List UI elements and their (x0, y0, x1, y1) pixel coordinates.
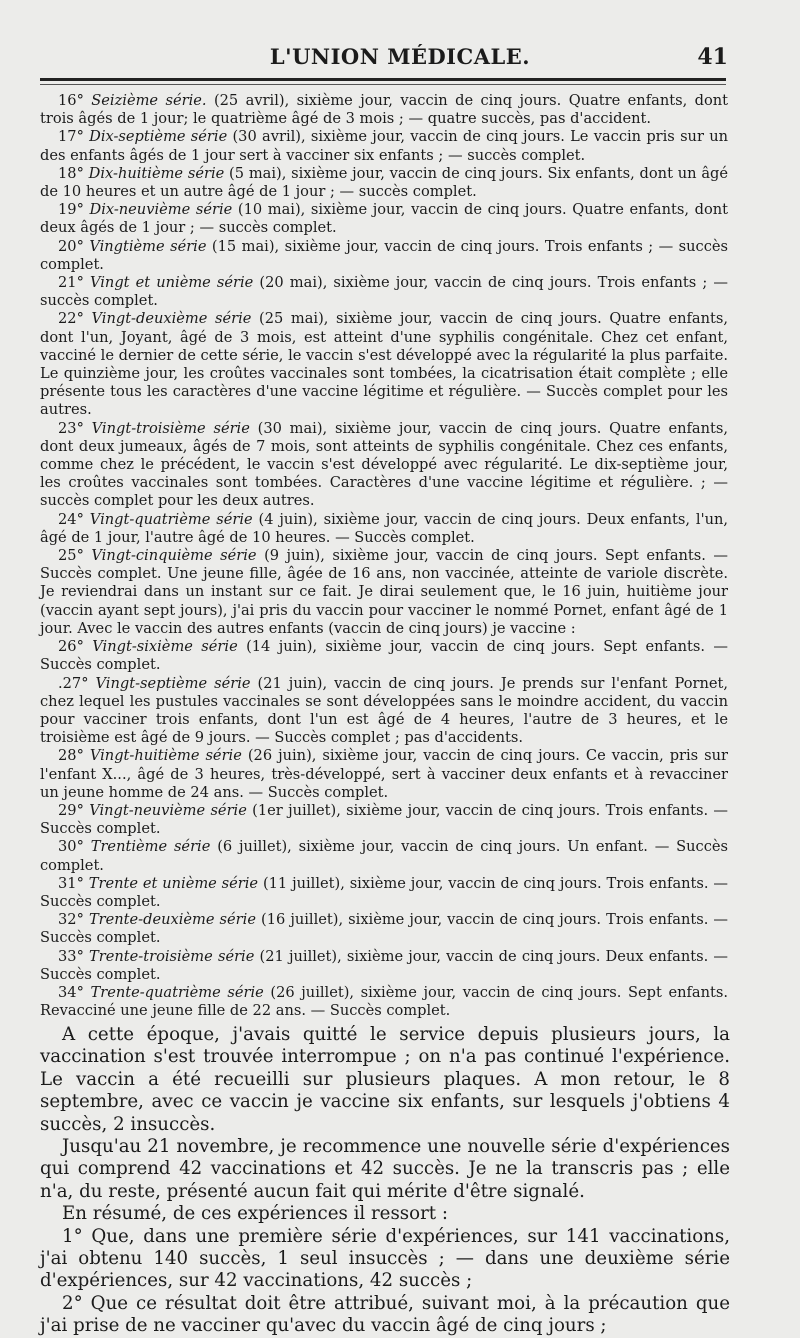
entry-text: (6 juillet), sixième jour, vaccin de cinq jours. Un enfant. — Succès complet. (40, 838, 728, 874)
series-name: Vingt-deuxième série (91, 310, 252, 328)
entry-number: 28° (58, 747, 84, 765)
series-entry (40, 511, 728, 547)
entry-text: (21 juin), vaccin de cinq jours. Je prends sur l'enfant Pornet, chez lequel les pustules vaccinales se sont développées sans le moindre accident, du vaccin pour vacciner trois enfants, dont l'un est âgé de 4 heures, l'autre de 3 heures, et le troisième est âgé de 9 jours. — Succès complet ; pas d'accidents. (40, 674, 728, 747)
series-name: Vingt-septième série (95, 674, 251, 692)
series-entry (40, 948, 728, 984)
entry-number: 34° (58, 983, 84, 1001)
series-entry (40, 310, 728, 419)
entry-text: (5 mai), sixième jour, vaccin de cinq jours. Six enfants, dont un âgé de 10 heures et un autre âgé de 1 jour ; — succès complet. (40, 164, 728, 201)
series-name: Trente-troisième série (89, 947, 255, 965)
series-entry (40, 802, 728, 838)
series-entry (40, 747, 728, 802)
series-entry (40, 875, 728, 911)
series-entry (40, 838, 728, 874)
entry-text: (9 juin), sixième jour, vaccin de cinq jours. Sept enfants. — Succès complet. Une jeune fille, âgée de 16 ans, non vaccinée, atteinte de variole discrète. Je reviendrai dans un instant sur ce fait. Je dirai seulement que, le 16 juin, huitième jour (vaccin ayant sept jours), j'ai pris du vaccin pour vacciner le nommé Pornet, enfant âgé de 1 jour. Avec le vaccin des autres enfants (vaccin de cinq jours) je vaccine : (40, 547, 729, 637)
series-name: Vingt-neuvième série (89, 801, 247, 819)
series-entry (40, 911, 728, 947)
series-entry (40, 92, 728, 128)
entry-text: (14 juin), sixième jour, vaccin de cinq jours. Sept enfants. — Succès complet. (40, 638, 729, 674)
series-entry (40, 984, 728, 1020)
body-paragraph: En résumé, de ces expériences il ressort : (62, 1203, 448, 1225)
series-name: Seizième série. (91, 92, 207, 109)
series-name: Vingt-sixième série (92, 638, 238, 656)
series-entry (40, 638, 728, 674)
series-entry (40, 238, 728, 274)
entry-text: (10 mai), sixième jour, vaccin de cinq jours. Quatre enfants, dont deux âgés de 1 jour ; — succès complet. (40, 201, 728, 237)
series-entry (40, 675, 728, 748)
entry-text: (30 mai), sixième jour, vaccin de cinq jours. Quatre enfants, dont deux jumeaux, âgés de 7 mois, sont atteints de syphilis congénitale. Chez ces enfants, comme chez le précédent, le vaccin s'est développé avec régularité. Le dix-septième jour, les croûtes vaccinales sont tombées. Caractères d'une vaccine légitime et régulière. ; — succès complet pour les deux autres. (40, 419, 728, 510)
entry-text: (4 juin), sixième jour, vaccin de cinq jours. Deux enfants, l'un, âgé de 1 jour, l'autre âgé de 10 heures. — Succès complet. (40, 510, 729, 546)
series-name: Trente et unième série (88, 874, 259, 892)
entry-text: (15 mai), sixième jour, vaccin de cinq jours. Trois enfants ; — succès complet. (40, 237, 728, 273)
body-paragraph: 2° Que ce résultat doit être attribué, suivant moi, à la précaution que j'ai prise de ne vacciner qu'avec du vaccin âgé de cinq jours ; (40, 1292, 730, 1337)
page-number: 41 (697, 44, 728, 70)
series-name: Trentième série (90, 838, 211, 856)
body-paragraph: 1° Que, dans une première série d'expériences, sur 141 vaccinations, j'ai obtenu 140 succès, 1 seul insuccès ; — dans une deuxième série d'expériences, sur 42 vaccinations, 42 succès ; (40, 1225, 730, 1292)
header-rule-thick (40, 78, 726, 81)
entry-text: (26 juin), sixième jour, vaccin de cinq jours. Ce vaccin, pris sur l'enfant X..., âgé de 3 heures, très-développé, sert à vacciner deux enfants et à revacciner un jeune homme de 24 ans. — Succès complet. (40, 747, 729, 801)
entry-number: 26° (58, 638, 84, 656)
main-text (40, 1024, 730, 1338)
series-name: Vingt-quatrième série (89, 510, 253, 528)
entry-number: 21° (58, 274, 84, 292)
series-entry (40, 420, 728, 511)
series-name: Vingtième série (89, 237, 207, 255)
entry-text: (20 mai), sixième jour, vaccin de cinq jours. Trois enfants ; — succès complet. (40, 274, 728, 310)
entry-number: 16° (58, 92, 84, 109)
series-list (40, 92, 728, 1020)
body-paragraph: A cette époque, j'avais quitté le service depuis plusieurs jours, la vaccination s'est trouvée interrompue ; on n'a pas continué l'expérience. Le vaccin a été recueilli sur plusieurs plaques. A mon retour, le 8 septembre, avec ce vaccin je vaccine six enfants, sur lesquels j'obtiens 4 succès, 2 insuccès. (40, 1024, 730, 1135)
series-entry (40, 201, 728, 237)
entry-text: (30 avril), sixième jour, vaccin de cinq jours. Le vaccin pris sur un des enfants âgés de 1 jour sert à vacciner six enfants ; — succès complet. (40, 128, 729, 164)
series-name: Vingt-troisième série (91, 419, 250, 437)
series-name: Vingt-cinquième série (91, 547, 257, 565)
series-name: Dix-neuvième série (89, 201, 233, 219)
entry-text: (21 juillet), sixième jour, vaccin de cinq jours. Deux enfants. — Succès complet. (40, 947, 728, 983)
series-entry (40, 165, 728, 201)
entry-number: 20° (58, 237, 84, 255)
page-header (40, 44, 760, 76)
entry-number: 32° (58, 911, 84, 929)
running-title: L'UNION MÉDICALE. (269, 44, 531, 69)
entry-number: 17° (58, 128, 84, 146)
series-name: Vingt et unième série (89, 274, 254, 292)
entry-number: 23° (58, 419, 84, 437)
entry-number: 22° (58, 310, 84, 328)
series-entry (40, 274, 728, 310)
series-name: Trente-quatrième série (90, 983, 264, 1001)
entry-text: (16 juillet), sixième jour, vaccin de cinq jours. Trois enfants. — Succès complet. (40, 911, 728, 947)
entry-text: (25 mai), sixième jour, vaccin de cinq jours. Quatre enfants, dont l'un, Joyant, âgé de 3 mois, est atteint d'une syphilis congénitale. Chez cet enfant, vacciné le dernier de cette série, le vaccin s'est développé avec la régularité la plus parfaite. Le quinzième jour, les croûtes vaccinales sont tombées, la cicatrisation était complète ; elle présente tous les caractères d'une vaccine légitime et régulière. — Succès complet pour les autres. (40, 310, 729, 419)
series-entry (40, 128, 728, 164)
entry-number: 31° (58, 874, 84, 892)
entry-text: (11 juillet), sixième jour, vaccin de cinq jours. Trois enfants. — Succès complet. (40, 874, 729, 910)
header-rule-thin (40, 84, 726, 85)
entry-number: 19° (58, 201, 84, 219)
entry-number: 24° (58, 510, 84, 528)
series-name: Vingt-huitième série (89, 747, 242, 765)
entry-number: 25° (58, 547, 84, 565)
body-paragraph: Jusqu'au 21 novembre, je recommence une nouvelle série d'expériences qui comprend 42 vaccinations et 42 succès. Je ne la transcris pas ; elle n'a, du reste, présenté aucun fait qui mérite d'être signalé. (40, 1136, 730, 1202)
entry-number: 33° (58, 947, 84, 965)
series-name: Dix-septième série (89, 128, 228, 146)
entry-number: 30° (58, 838, 84, 856)
entry-number: 18° (58, 164, 84, 182)
entry-text: (25 avril), sixième jour, vaccin de cinq jours. Quatre enfants, dont trois âgés de 1 jour; le quatrième âgé de 3 mois ; — quatre succès, pas d'accident. (40, 92, 729, 128)
series-entry (40, 547, 728, 638)
series-name: Dix-huitième série (88, 164, 225, 182)
entry-text: (1er juillet), sixième jour, vaccin de cinq jours. Trois enfants. — Succès complet. (40, 801, 728, 838)
entry-number: .27° (58, 674, 89, 692)
entry-text: (26 juillet), sixième jour, vaccin de cinq jours. Sept enfants. Revacciné une jeune fille de 22 ans. — Succès complet. (40, 983, 729, 1020)
entry-number: 29° (58, 801, 84, 819)
series-name: Trente-deuxième série (88, 911, 256, 929)
